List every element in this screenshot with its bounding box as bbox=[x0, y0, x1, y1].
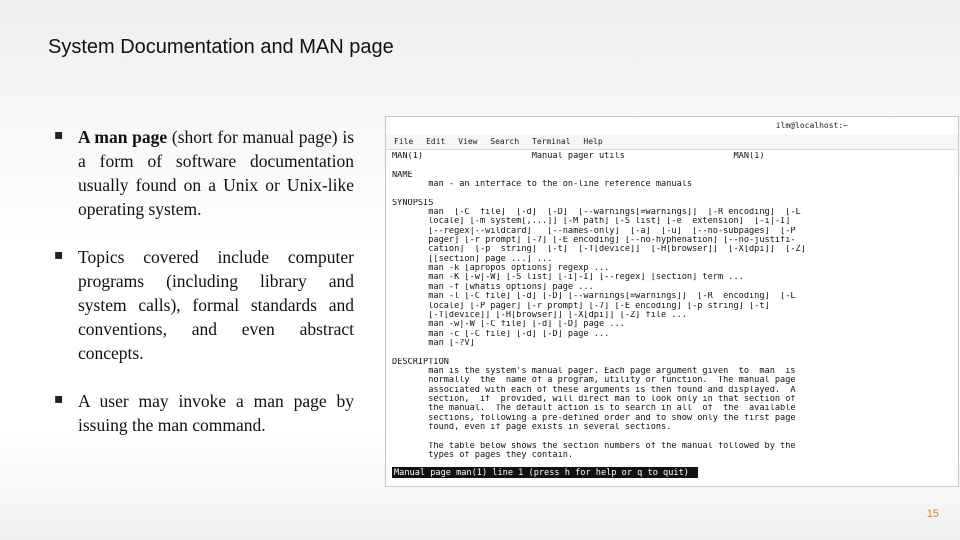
terminal-screenshot bbox=[385, 116, 959, 487]
bullet-text: A user may invoke a man page by issuing the man command. bbox=[78, 391, 354, 435]
man-page-line: man [-?V] bbox=[392, 338, 475, 348]
man-page-line: man -f [whatis options] page ... bbox=[392, 282, 594, 292]
man-page-line: man -c [-C file] [-d] [-D] page ... bbox=[392, 329, 610, 339]
man-page-line: man is the system's manual pager. Each page argument given to man is bbox=[392, 366, 796, 376]
man-page-line: locale] [-m system[,...]] [-M path] [-S list] [-e extension] [-i|-I] bbox=[392, 217, 791, 227]
menu-file: File bbox=[394, 137, 414, 146]
man-page-line: man [-C file] [-d] [-D] [--warnings[=warnings]] [-R encoding] [-L bbox=[392, 208, 801, 218]
man-page-line: man -K [-w|-W] [-S list] [-i|-I] [--regex] [section] term ... bbox=[392, 273, 744, 283]
man-page-text bbox=[386, 150, 958, 460]
bullet-item bbox=[52, 389, 354, 437]
menu-edit: Edit bbox=[426, 137, 446, 146]
bullet-list bbox=[52, 125, 354, 461]
man-page-line bbox=[392, 189, 958, 198]
man-page-line: locale] [-P pager] [-r prompt] [-7] [-E encoding] [-p string] [-t] bbox=[392, 301, 770, 311]
man-page-line: pager] [-r prompt] [-7] [-E encoding] [--no-hyphenation] [--no-justifi- bbox=[392, 236, 796, 246]
man-page-line: MAN(1) Manual pager utils MAN(1) bbox=[392, 152, 765, 161]
man-page-line: normally the name of a program, utility or function. The manual page bbox=[392, 376, 796, 386]
bullet-item bbox=[52, 245, 354, 365]
man-page-line: DESCRIPTION bbox=[392, 357, 449, 367]
bullet-text bbox=[78, 125, 354, 221]
pager-status-text: Manual page man(1) line 1 (press h for help or q to quit) bbox=[394, 468, 689, 478]
man-page-line: found, even if page exists in several sections. bbox=[392, 422, 672, 432]
square-bullet-icon: ▪ bbox=[54, 127, 64, 143]
man-page-line: section, if provided, will direct man to look only in that section of bbox=[392, 394, 796, 404]
bullet-bold-term: A man page bbox=[78, 127, 168, 147]
man-page-line bbox=[392, 348, 958, 357]
menu-help: Help bbox=[583, 137, 603, 146]
man-page-line: man - an interface to the on-line reference manuals bbox=[392, 180, 693, 190]
man-page-line: [[section] page ...] ... bbox=[392, 254, 553, 264]
menu-terminal: Terminal bbox=[532, 137, 571, 146]
man-page-line: the manual. The default action is to search in all of the available bbox=[392, 404, 796, 414]
terminal-title: ilm@localhost:~ bbox=[386, 117, 958, 135]
bullet-text: Topics covered include computer programs (including library and system calls), formal standards and conventions, and even abstract concepts. bbox=[78, 247, 354, 363]
cursor-icon bbox=[690, 467, 696, 476]
menu-search: Search bbox=[490, 137, 520, 146]
man-page-line: SYNOPSIS bbox=[392, 198, 434, 208]
square-bullet-icon: ▪ bbox=[54, 391, 64, 407]
square-bullet-icon: ▪ bbox=[54, 247, 64, 263]
man-page-line: [-T[device]] [-H[browser]] [-X[dpi]] [-Z] file ... bbox=[392, 310, 687, 320]
man-page-line: types of pages they contain. bbox=[392, 451, 574, 460]
man-page-line: cation] [-p string] [-t] [-T[device]] [-H[browser]] [-X[dpi]] [-Z] bbox=[392, 245, 806, 255]
man-page-line: [--regex|--wildcard] [--names-only] [-a] [-u] [--no-subpages] [-P bbox=[392, 226, 796, 236]
man-page-line bbox=[392, 432, 958, 441]
menu-view: View bbox=[458, 137, 478, 146]
terminal-menubar bbox=[386, 135, 958, 150]
page-number: 15 bbox=[926, 508, 939, 520]
man-page-line: The table below shows the section numbers of the manual followed by the bbox=[392, 441, 796, 451]
man-page-line: man -k [apropos options] regexp ... bbox=[392, 264, 610, 274]
man-page-line: man -l [-C file] [-d] [-D] [--warnings[=warnings]] [-R encoding] [-L bbox=[392, 292, 796, 302]
man-page-line: associated with each of these arguments is then found and displayed. A bbox=[392, 385, 796, 395]
man-page-line: man -w|-W [-C file] [-d] [-D] page ... bbox=[392, 320, 625, 330]
bullet-body: (short for manual page) is a form of software documentation usually found on a Unix or Unix-like operating system. bbox=[78, 127, 355, 219]
pager-status-line bbox=[392, 467, 698, 478]
man-page-line: NAME bbox=[392, 170, 413, 180]
man-page-line: sections, following a pre-defined order and to show only the first page bbox=[392, 413, 796, 423]
bullet-item bbox=[52, 125, 354, 221]
man-page-line bbox=[392, 161, 958, 170]
slide-title: System Documentation and MAN page bbox=[48, 36, 394, 58]
